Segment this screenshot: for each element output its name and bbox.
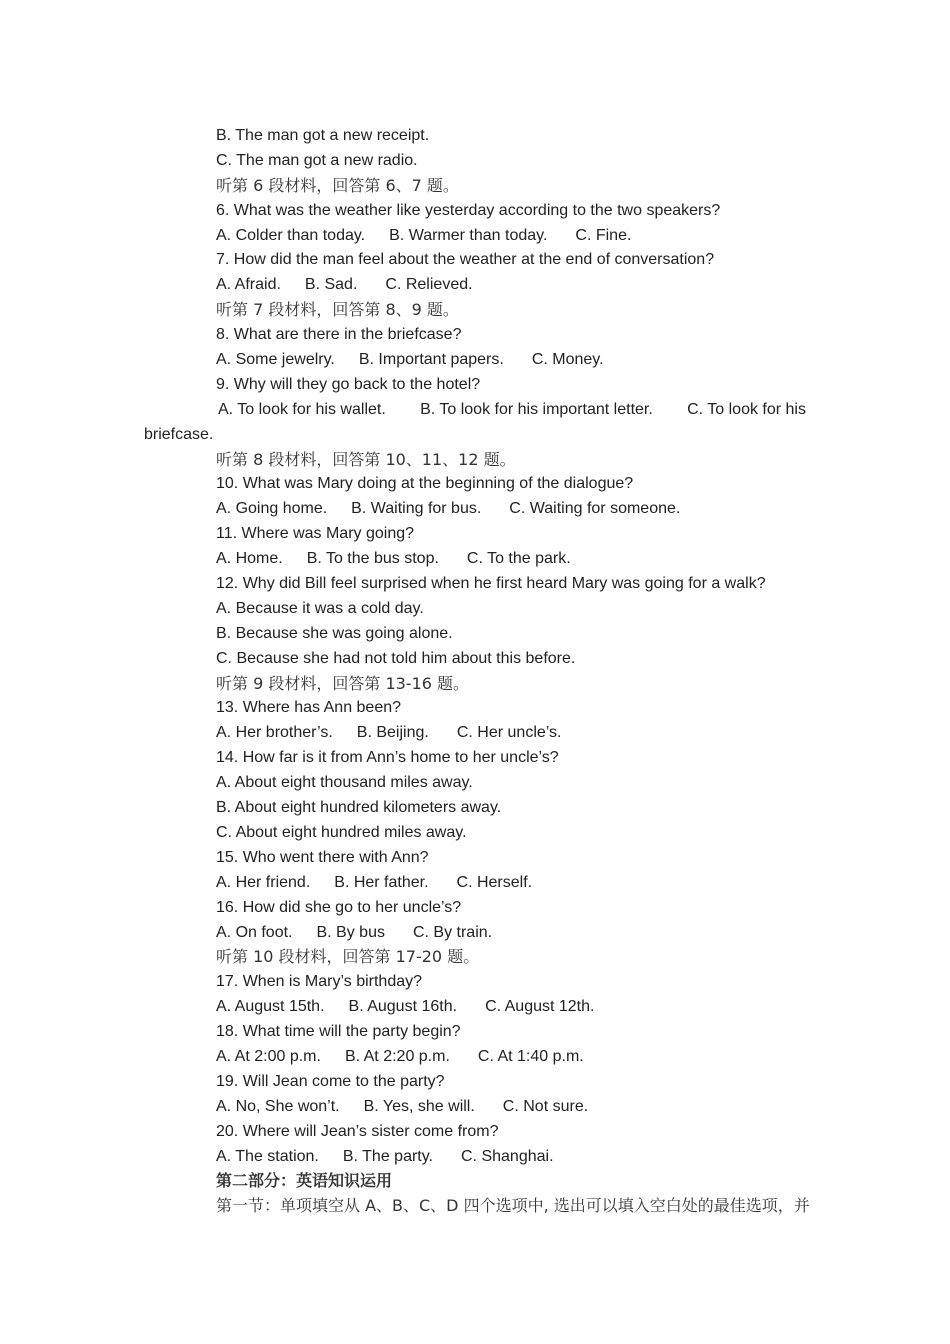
answer-options-row bbox=[0, 224, 950, 249]
answer-options-row bbox=[0, 497, 950, 522]
answer-option: B. About eight hundred kilometers away. bbox=[216, 799, 502, 817]
answer-option: A. To look for his wallet. bbox=[218, 400, 386, 418]
answer-option: B. To the bus stop. bbox=[306, 550, 439, 568]
answer-option: A. August 15th. bbox=[216, 998, 325, 1016]
answer-option: B. By bus bbox=[316, 923, 385, 941]
answer-options-row bbox=[0, 1145, 950, 1170]
answer-option: C. Shanghai. bbox=[461, 1147, 554, 1165]
answer-options-row bbox=[0, 995, 950, 1020]
answer-option: C. Herself. bbox=[456, 873, 533, 891]
answer-option: C. Relieved. bbox=[385, 276, 473, 294]
answer-option: C. August 12th. bbox=[485, 998, 595, 1016]
question-text: 15. Who went there with Ann? bbox=[216, 848, 429, 866]
answer-options-row bbox=[0, 921, 950, 946]
question-text: 8. What are there in the briefcase? bbox=[216, 326, 462, 344]
answer-option: A. On foot. bbox=[216, 923, 293, 941]
answer-option: A. Colder than today. bbox=[216, 226, 366, 244]
answer-option: C. About eight hundred miles away. bbox=[216, 823, 467, 841]
answer-options-row bbox=[0, 547, 950, 572]
answer-option: A. Her friend. bbox=[216, 873, 311, 891]
answer-options-row bbox=[0, 721, 950, 746]
answer-option: B. Waiting for bus. bbox=[351, 500, 482, 518]
answer-option: A. At 2:00 p.m. bbox=[216, 1047, 321, 1065]
question-text: 12. Why did Bill feel surprised when he first heard Mary was going for a walk? bbox=[216, 575, 766, 593]
answer-option: A. About eight thousand miles away. bbox=[216, 774, 473, 792]
section-instruction: 第一节：单项填空从 A、B、C、D 四个选项中, 选出可以填入空白处的最佳选项，并 bbox=[216, 1196, 810, 1216]
answer-options-row bbox=[0, 273, 950, 298]
answer-option: C. Not sure. bbox=[502, 1097, 589, 1115]
answer-option: C. Fine. bbox=[575, 226, 632, 244]
answer-option: C. To the park. bbox=[466, 550, 571, 568]
question-text: 11. Where was Mary going? bbox=[216, 525, 415, 543]
section-instruction: 听第 6 段材料，回答第 6、7 题。 bbox=[216, 175, 459, 195]
answer-option: C. Waiting for someone. bbox=[509, 500, 681, 518]
answer-option: B. At 2:20 p.m. bbox=[344, 1047, 450, 1065]
section-instruction: 听第 7 段材料，回答第 8、9 题。 bbox=[216, 300, 459, 320]
question-text: 9. Why will they go back to the hotel? bbox=[216, 375, 481, 393]
answer-option: A. Going home. bbox=[216, 500, 328, 518]
wrapped-continuation: briefcase. bbox=[144, 425, 214, 443]
answer-option: B. Important papers. bbox=[358, 351, 504, 369]
document-page bbox=[0, 124, 950, 1219]
answer-options-row bbox=[0, 1095, 950, 1120]
question-text: 16. How did she go to her uncle’s? bbox=[216, 898, 462, 916]
answer-option: C. Money. bbox=[531, 351, 604, 369]
answer-options-row bbox=[0, 398, 950, 423]
answer-option: B. Her father. bbox=[334, 873, 429, 891]
question-text: 17. When is Mary’s birthday? bbox=[216, 973, 423, 991]
answer-option: C. By train. bbox=[412, 923, 493, 941]
answer-option: C. Because she had not told him about this before. bbox=[216, 649, 576, 667]
answer-option: A. Home. bbox=[216, 550, 283, 568]
answer-options-row bbox=[0, 1045, 950, 1070]
answer-option: B. Yes, she will. bbox=[363, 1097, 475, 1115]
answer-option: B. To look for his important letter. bbox=[420, 400, 653, 418]
answer-options-row bbox=[0, 348, 950, 373]
section-instruction: 听第 8 段材料，回答第 10、11、12 题。 bbox=[216, 449, 516, 469]
answer-option: B. Warmer than today. bbox=[389, 226, 548, 244]
question-text: 14. How far is it from Ann’s home to her uncle’s? bbox=[216, 749, 559, 767]
answer-option: B. The party. bbox=[342, 1147, 433, 1165]
section-instruction: 听第 9 段材料，回答第 13-16 题。 bbox=[216, 673, 470, 693]
answer-option: A. Afraid. bbox=[216, 276, 281, 294]
answer-option: B. August 16th. bbox=[348, 998, 458, 1016]
answer-option: B. Sad. bbox=[304, 276, 358, 294]
answer-option: C. Her uncle’s. bbox=[456, 724, 562, 742]
answer-option: C. To look for his bbox=[687, 400, 806, 418]
question-text: 6. What was the weather like yesterday according to the two speakers? bbox=[216, 201, 721, 219]
section-instruction: 听第 10 段材料，回答第 17-20 题。 bbox=[216, 947, 480, 967]
answer-option: C. At 1:40 p.m. bbox=[477, 1047, 584, 1065]
answer-option: B. Because she was going alone. bbox=[216, 624, 453, 642]
question-text: 13. Where has Ann been? bbox=[216, 699, 402, 717]
answer-option: B. The man got a new receipt. bbox=[216, 127, 430, 144]
answer-option: A. Her brother’s. bbox=[216, 724, 333, 742]
answer-option: B. Beijing. bbox=[356, 724, 429, 742]
question-text: 10. What was Mary doing at the beginning of the dialogue? bbox=[216, 475, 634, 493]
answer-option: A. Some jewelry. bbox=[216, 351, 335, 369]
question-text: 18. What time will the party begin? bbox=[216, 1023, 461, 1041]
answer-option: A. Because it was a cold day. bbox=[216, 599, 424, 617]
question-text: 19. Will Jean come to the party? bbox=[216, 1072, 445, 1090]
part-heading: 第二部分：英语知识运用 bbox=[216, 1171, 393, 1191]
answer-option: A. The station. bbox=[216, 1147, 319, 1165]
question-text: 20. Where will Jean’s sister come from? bbox=[216, 1122, 499, 1140]
question-text: 7. How did the man feel about the weather at the end of conversation? bbox=[216, 251, 715, 269]
answer-option: C. The man got a new radio. bbox=[216, 151, 418, 169]
answer-options-row bbox=[0, 871, 950, 896]
answer-option: A. No, She won’t. bbox=[216, 1097, 340, 1115]
